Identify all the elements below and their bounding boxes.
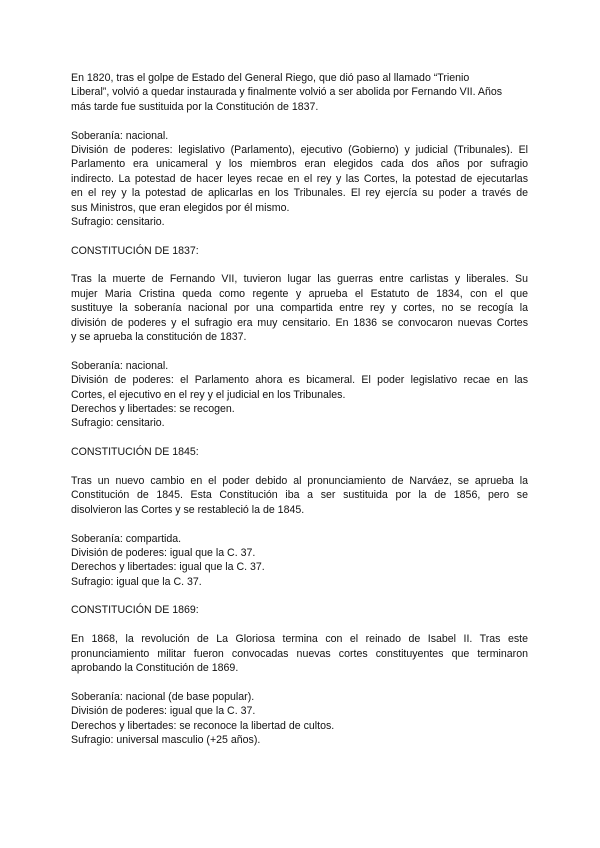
text-line: sus Ministros, que eran elegidos por él mismo.	[71, 201, 290, 214]
text-line: Soberanía: compartida.	[71, 532, 182, 545]
text-line: Soberanía: nacional (de base popular).	[71, 690, 255, 703]
text-line: Soberanía: nacional.	[71, 129, 169, 142]
text-line: Derechos y libertades: igual que la C. 37.	[71, 561, 265, 574]
text-line: Derechos y libertades: se recogen.	[71, 402, 235, 415]
text-line: División de poderes: igual que la C. 37.	[71, 546, 256, 559]
text-line: División de poderes: legislativo (Parlamento), ejecutivo (Gobierno) y judicial (Tribunales). El	[71, 143, 528, 156]
text-line: Tras la muerte de Fernando VII, tuvieron lugar las guerras entre carlistas y liberales. Su	[71, 273, 528, 286]
text-line: División de poderes: igual que la C. 37.	[71, 705, 256, 718]
text-line: Tras un nuevo cambio en el poder debido al pronunciamiento de Narváez, se aprueba la	[71, 474, 528, 487]
text-line: Liberal”, volvió a quedar instaurada y finalmente volvió a ser abolida por Fernando VII. Años	[71, 86, 503, 99]
text-line: División de poderes: el Parlamento ahora es bicameral. El poder legislativo recae en las	[71, 374, 528, 387]
text-line: Sufragio: universal masculio (+25 años).	[71, 733, 261, 746]
section-heading	[71, 244, 528, 258]
text-line: en el rey y la potestad de aplicarlas en los Tribunales. El rey ejercía su poder a través de	[71, 187, 528, 200]
paragraph	[71, 129, 528, 230]
document-page	[71, 71, 528, 762]
text-line: indirecto. La potestad de hacer leyes recae en el rey y las Cortes, la potestad de ejecutarlas	[71, 172, 528, 185]
text-line: CONSTITUCIÓN DE 1845:	[71, 446, 199, 459]
section-heading	[71, 603, 528, 617]
paragraph	[71, 71, 528, 114]
text-line: Sufragio: censitario.	[71, 417, 165, 430]
text-line: sustituye la soberanía nacional por una compartida entre rey y cortes, no se recogía la	[71, 302, 528, 315]
paragraph	[71, 532, 528, 590]
text-line: Derechos y libertades: se reconoce la libertad de cultos.	[71, 719, 335, 732]
text-line: Soberanía: nacional.	[71, 359, 169, 372]
text-line: Sufragio: censitario.	[71, 215, 165, 228]
text-line: Sufragio: igual que la C. 37.	[71, 575, 202, 588]
text-line: y se aprueba la constitución de 1837.	[71, 331, 247, 344]
text-line: aprobando la Constitución de 1869.	[71, 662, 239, 675]
text-line: división de poderes y el sufragio era muy censitario. En 1836 se convocaron nuevas Cortes	[71, 316, 528, 329]
paragraph	[71, 690, 528, 748]
text-line: pronunciamiento militar fueron convocadas nuevas cortes constituyentes que terminaron	[71, 647, 528, 660]
text-line: Parlamento era unicameral y los miembros eran elegidos cada dos años por sufragio	[71, 158, 528, 171]
text-line: más tarde fue sustituida por la Constitución de 1837.	[71, 100, 319, 113]
text-line: Cortes, el ejecutivo en el rey y el judicial en los Tribunales.	[71, 388, 346, 401]
paragraph	[71, 632, 528, 675]
text-line: CONSTITUCIÓN DE 1869:	[71, 604, 199, 617]
text-line: Constitución de 1845. Esta Constitución iba a ser sustituida por la de 1856, pero se	[71, 489, 528, 502]
text-line: En 1820, tras el golpe de Estado del General Riego, que dió paso al llamado “Trienio	[71, 72, 470, 84]
paragraph	[71, 474, 528, 517]
text-line: mujer Maria Cristina queda como regente y aprueba el Estatuto de 1834, con el que	[71, 287, 528, 300]
paragraph	[71, 272, 528, 344]
section-heading	[71, 445, 528, 459]
text-line: En 1868, la revolución de La Gloriosa termina con el reinado de Isabel II. Tras este	[71, 633, 528, 646]
paragraph	[71, 359, 528, 431]
text-line: CONSTITUCIÓN DE 1837:	[71, 244, 199, 257]
text-line: disolvieron las Cortes y se restableció la de 1845.	[71, 503, 305, 516]
